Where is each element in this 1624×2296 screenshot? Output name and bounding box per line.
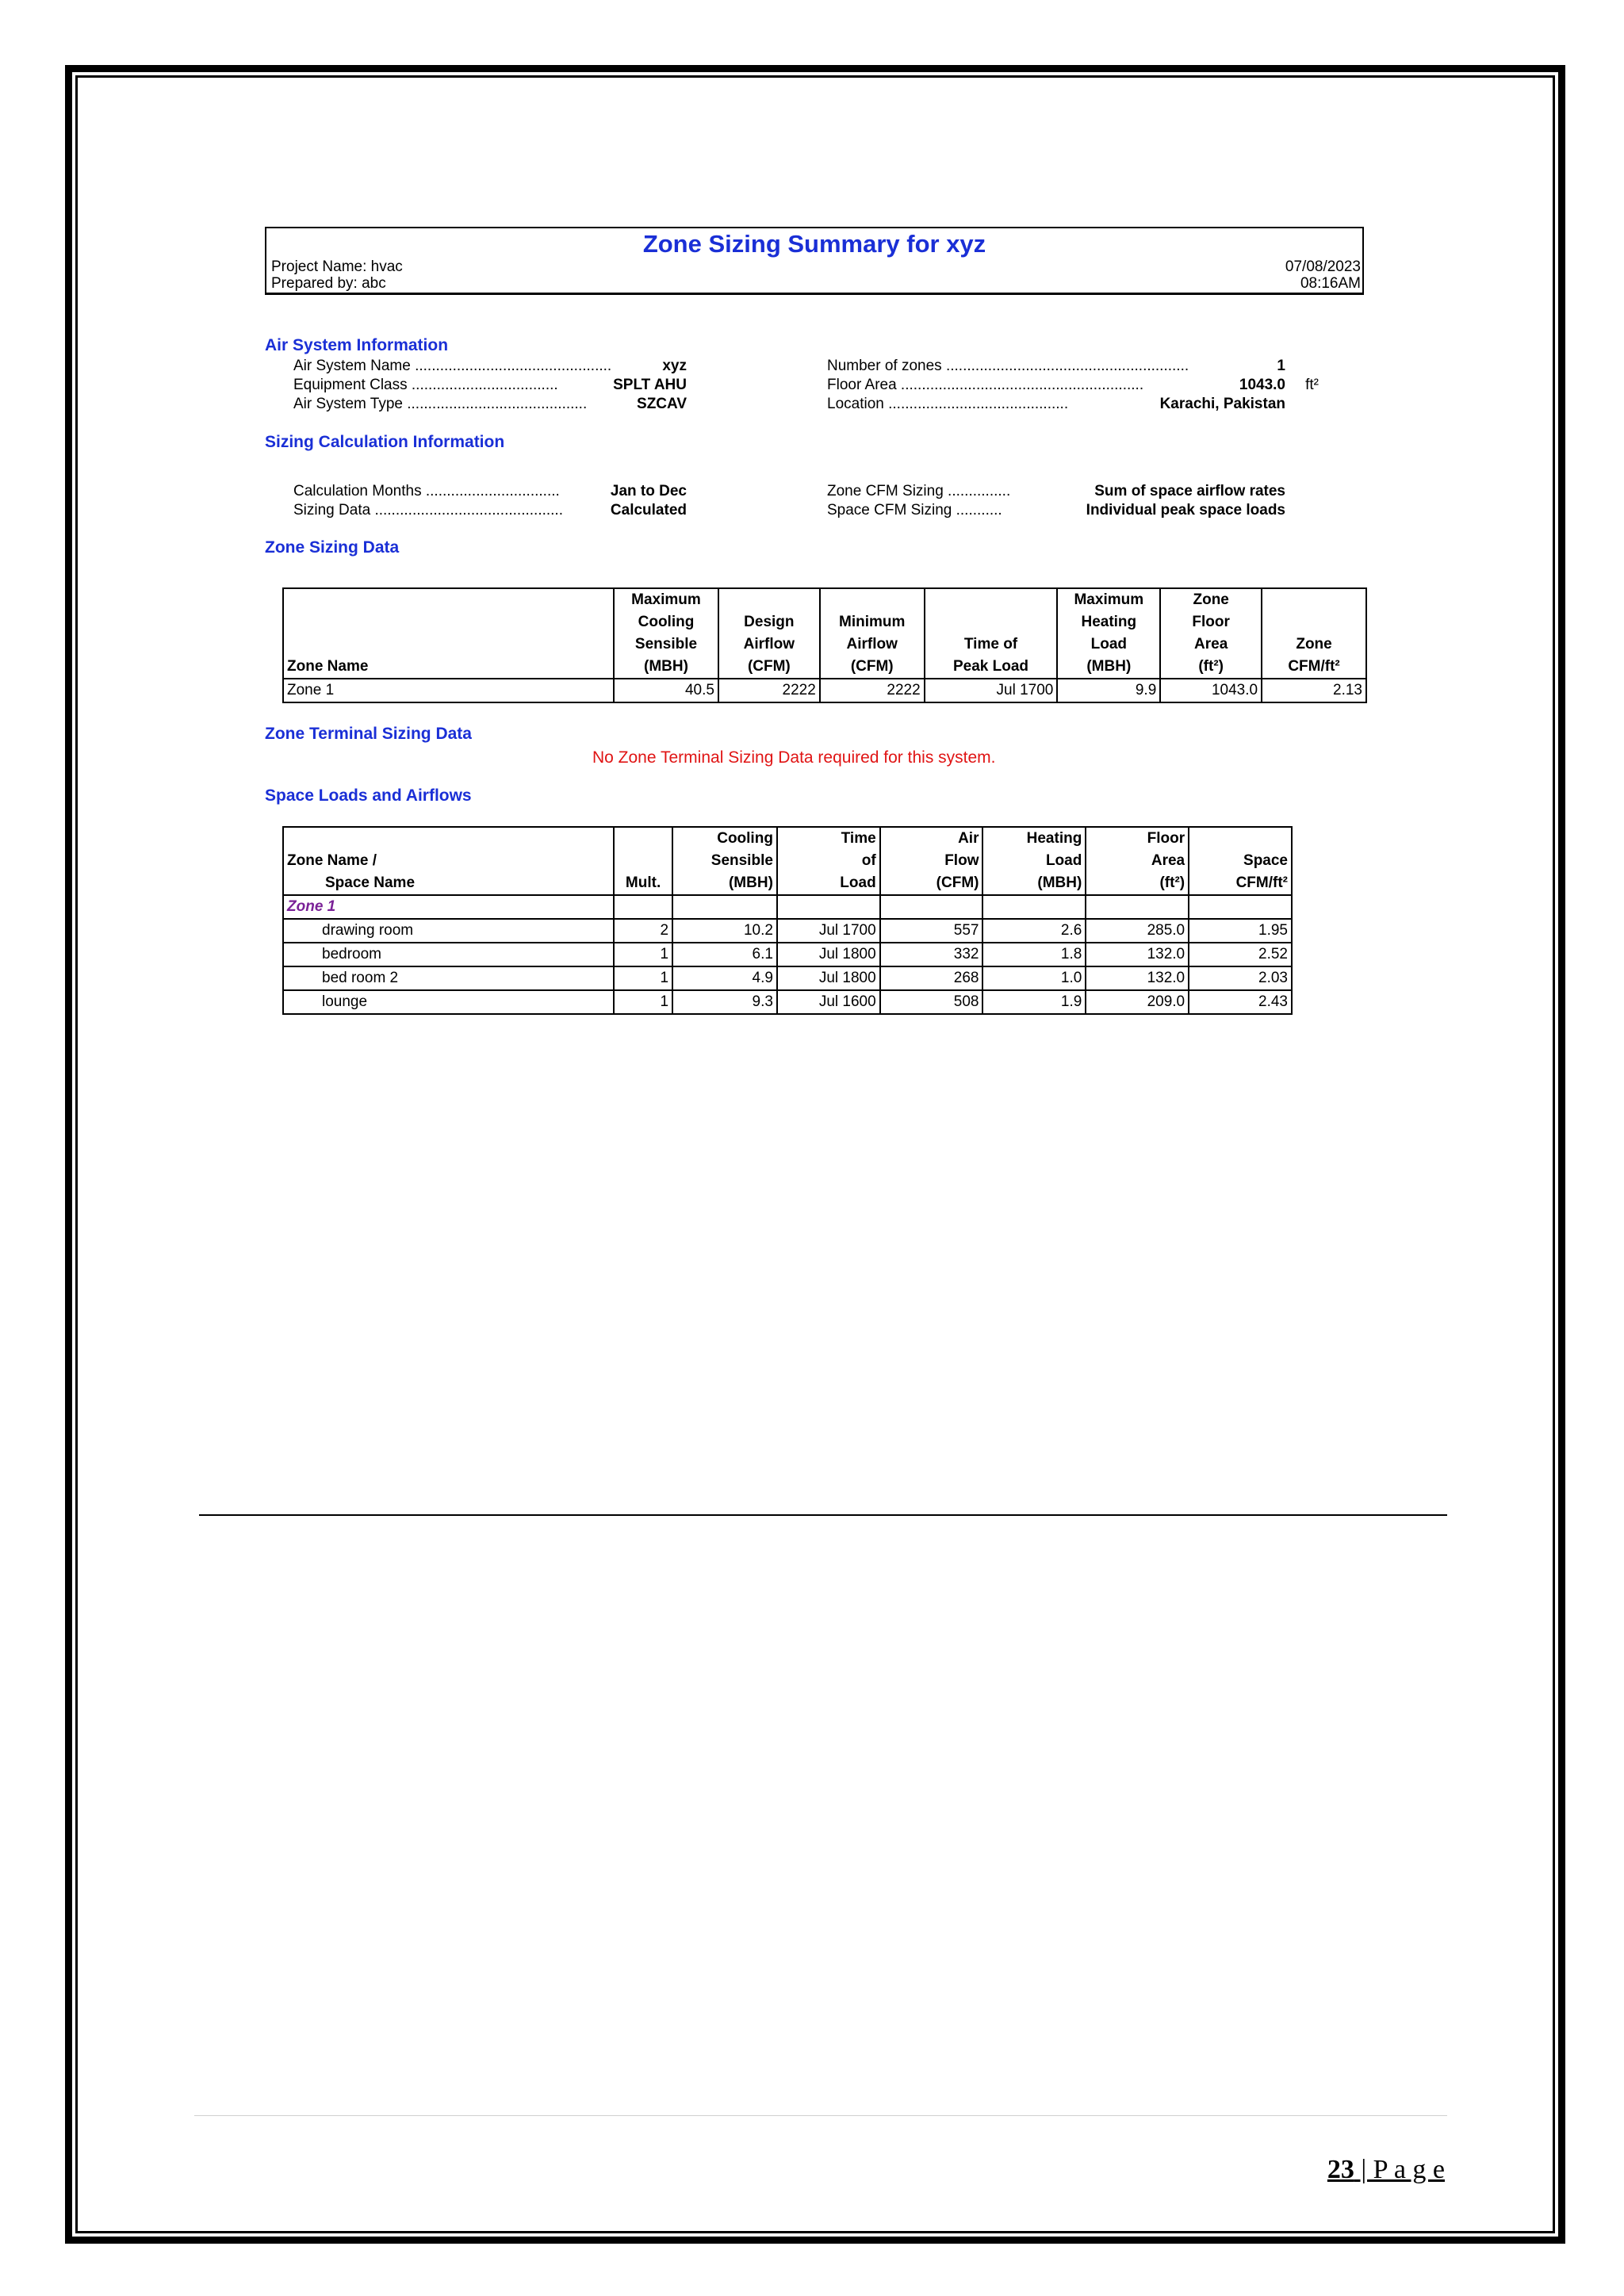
footer-divider <box>194 2115 1447 2116</box>
project-info <box>271 258 403 292</box>
table-cell: 132.0 <box>1086 966 1189 990</box>
table-cell: 2222 <box>718 679 820 702</box>
field-value: SPLT AHU <box>613 377 687 393</box>
table-cell: Jul 1700 <box>777 919 880 943</box>
column-header-max-cooling: Maximum Cooling Sensible (MBH) <box>614 588 718 679</box>
table-cell: 2222 <box>820 679 925 702</box>
field-value: Sum of space airflow rates <box>1094 483 1285 499</box>
table-cell: 2.6 <box>982 919 1086 943</box>
column-header-mult: Mult. <box>614 827 672 895</box>
field-label: Zone CFM Sizing ............... <box>827 483 1011 499</box>
table-cell: 2.52 <box>1189 943 1292 966</box>
table-row <box>283 990 1292 1014</box>
column-header-time-of-peak: Time of Peak Load <box>925 588 1058 679</box>
sizing-calc-left-fields <box>293 482 687 520</box>
page-number <box>1327 2155 1445 2185</box>
field-value: xyz <box>662 358 687 374</box>
column-header-zone-floor-area: Zone Floor Area (ft²) <box>1160 588 1262 679</box>
field-label: Space CFM Sizing ........... <box>827 502 1002 519</box>
zone-group-label: Zone 1 <box>283 895 614 919</box>
field-label: Equipment Class ................................... <box>293 377 558 393</box>
divider-line <box>199 1514 1447 1516</box>
table-cell: 2.13 <box>1262 679 1366 702</box>
table-cell: drawing room <box>283 919 614 943</box>
number-of-zones-row <box>827 357 1319 376</box>
column-header-air-flow: Air Flow (CFM) <box>880 827 983 895</box>
column-header-space-cfm-per-ft2: Space CFM/ft² <box>1189 827 1292 895</box>
field-unit: ft² <box>1305 377 1319 393</box>
table-cell: 132.0 <box>1086 943 1189 966</box>
column-header-time-of-load: Time of Load <box>777 827 880 895</box>
column-header-cooling-sensible: Cooling Sensible (MBH) <box>672 827 777 895</box>
table-cell: 1.8 <box>982 943 1086 966</box>
calculation-months-row <box>293 482 687 501</box>
zone-terminal-note: No Zone Terminal Sizing Data required for this system. <box>592 748 996 767</box>
field-value: Individual peak space loads <box>1086 502 1285 519</box>
column-header-heating-load: Heating Load (MBH) <box>982 827 1086 895</box>
page-number-value: 23 <box>1327 2155 1354 2184</box>
field-value: 1 <box>1277 358 1285 374</box>
zone-cfm-sizing-row <box>827 482 1285 501</box>
zone-terminal-section-title: Zone Terminal Sizing Data <box>265 725 472 743</box>
table-cell: 1 <box>614 990 672 1014</box>
table-header-row <box>283 827 1292 895</box>
table-cell: 10.2 <box>672 919 777 943</box>
table-cell: 1.95 <box>1189 919 1292 943</box>
table-header-row <box>283 588 1366 679</box>
table-cell: 557 <box>880 919 983 943</box>
table-cell: 508 <box>880 990 983 1014</box>
field-label: Number of zones .......................................................... <box>827 358 1189 374</box>
table-cell: Jul 1600 <box>777 990 880 1014</box>
sizing-data-row <box>293 501 687 520</box>
table-cell: bedroom <box>283 943 614 966</box>
field-label: Sizing Data ............................................. <box>293 502 563 519</box>
field-label: Location ........................................... <box>827 396 1069 412</box>
field-value: SZCAV <box>637 396 687 412</box>
table-row <box>283 966 1292 990</box>
air-system-section-title: Air System Information <box>265 336 449 354</box>
table-cell: 2.03 <box>1189 966 1292 990</box>
field-value: 1043.0 <box>1239 377 1285 393</box>
table-cell: 209.0 <box>1086 990 1189 1014</box>
column-header-floor-area: Floor Area (ft²) <box>1086 827 1189 895</box>
space-loads-section-title: Space Loads and Airflows <box>265 786 472 805</box>
table-cell: 2 <box>614 919 672 943</box>
floor-area-row <box>827 376 1319 395</box>
field-label: Air System Type ........................................... <box>293 396 588 412</box>
report-time: 08:16AM <box>1300 275 1361 292</box>
table-row <box>283 943 1292 966</box>
table-cell: Jul 1800 <box>777 966 880 990</box>
column-header-max-heating: Maximum Heating Load (MBH) <box>1057 588 1160 679</box>
report-datetime <box>1285 258 1361 292</box>
table-cell: 1 <box>614 966 672 990</box>
column-header-min-airflow: Minimum Airflow (CFM) <box>820 588 925 679</box>
field-label: Floor Area .......................................................... <box>827 377 1144 393</box>
table-cell: 285.0 <box>1086 919 1189 943</box>
table-cell: 6.1 <box>672 943 777 966</box>
table-cell: 1.0 <box>982 966 1086 990</box>
table-cell: Jul 1800 <box>777 943 880 966</box>
column-header-zone-space-name: Zone Name / Space Name <box>283 827 614 895</box>
sizing-calc-right-fields <box>827 482 1285 520</box>
table-cell: Zone 1 <box>283 679 614 702</box>
location-row <box>827 395 1319 414</box>
air-system-left-fields <box>293 357 687 414</box>
space-cfm-sizing-row <box>827 501 1285 520</box>
field-value: Karachi, Pakistan <box>1159 396 1285 412</box>
column-header-design-airflow: Design Airflow (CFM) <box>718 588 820 679</box>
field-value: Jan to Dec <box>610 483 687 499</box>
table-cell: 332 <box>880 943 983 966</box>
table-cell: 1 <box>614 943 672 966</box>
zone-sizing-table <box>282 587 1367 703</box>
air-system-type-row <box>293 395 687 414</box>
table-cell: bed room 2 <box>283 966 614 990</box>
zone-group-row <box>283 895 1292 919</box>
field-label: Air System Name ............................................... <box>293 358 612 374</box>
table-row <box>283 679 1366 702</box>
report-title: Zone Sizing Summary for xyz <box>642 230 986 258</box>
report-header <box>265 227 1364 295</box>
table-cell: 9.3 <box>672 990 777 1014</box>
table-cell: 40.5 <box>614 679 718 702</box>
project-name: Project Name: hvac <box>271 258 403 275</box>
table-cell: 9.9 <box>1057 679 1160 702</box>
prepared-by: Prepared by: abc <box>271 275 386 292</box>
table-cell: lounge <box>283 990 614 1014</box>
table-row <box>283 919 1292 943</box>
page-label: | P a g e <box>1354 2155 1445 2184</box>
table-cell: 268 <box>880 966 983 990</box>
zone-sizing-section-title: Zone Sizing Data <box>265 538 400 557</box>
column-header-zone-cfm-per-ft2: Zone CFM/ft² <box>1262 588 1366 679</box>
air-system-name-row <box>293 357 687 376</box>
air-system-right-fields <box>827 357 1319 414</box>
field-label: Calculation Months ................................ <box>293 483 560 499</box>
field-value: Calculated <box>610 502 687 519</box>
table-cell: 2.43 <box>1189 990 1292 1014</box>
space-loads-table <box>282 826 1293 1015</box>
equipment-class-row <box>293 376 687 395</box>
table-cell: 4.9 <box>672 966 777 990</box>
table-cell: 1043.0 <box>1160 679 1262 702</box>
table-cell: 1.9 <box>982 990 1086 1014</box>
column-header-zone-name: Zone Name <box>283 588 614 679</box>
report-date: 07/08/2023 <box>1285 258 1361 275</box>
sizing-calc-section-title: Sizing Calculation Information <box>265 433 505 451</box>
table-cell: Jul 1700 <box>925 679 1058 702</box>
